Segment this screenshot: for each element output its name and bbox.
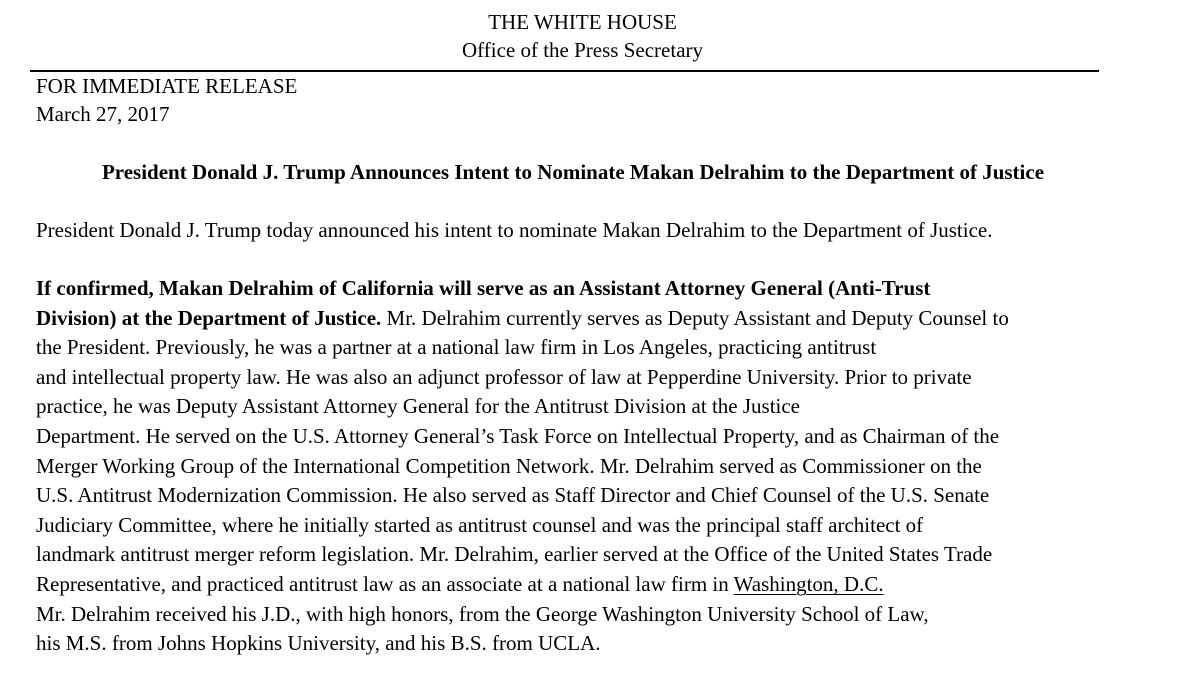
- headline: [0, 158, 1200, 186]
- release-date: March 27, 2017: [36, 102, 170, 126]
- body-text: Representative, and practiced antitrust law as an associate at a national law firm in: [36, 571, 734, 596]
- body-text: Mr. Delrahim currently serves as Deputy Assistant and Deputy Counsel to: [381, 305, 1009, 330]
- org-title: THE WHITE HOUSE: [488, 10, 677, 34]
- office-title: Office of the Press Secretary: [461, 38, 704, 62]
- body-line: Judiciary Committee, where he initially started as antitrust counsel and was the principal staff architect of: [36, 512, 924, 537]
- bold-lead-2: Division) at the Department of Justice.: [36, 305, 382, 330]
- body-paragraph: [36, 274, 1156, 659]
- headline-text: President Donald J. Trump Announces Intent to Nominate Makan Delrahim to the Department of Justice: [101, 160, 1045, 184]
- bold-lead-1: If confirmed, Makan Delrahim of California will serve as an Assistant Attorney General (Anti-Trust: [36, 276, 931, 300]
- body-line: U.S. Antitrust Modernization Commission. He also served as Staff Director and Chief Counsel of the U.S. Senate: [36, 483, 990, 508]
- body-line: [36, 304, 1156, 334]
- body-line: Department. He served on the U.S. Attorney General’s Task Force on Intellectual Property, and as Chairman of the: [36, 423, 1000, 448]
- release-label: FOR IMMEDIATE RELEASE: [36, 74, 298, 98]
- body-line: Mr. Delrahim received his J.D., with high honors, from the George Washington University School of Law,: [36, 601, 929, 626]
- release-info: [36, 72, 297, 128]
- body-line: his M.S. from Johns Hopkins University, and his B.S. from UCLA.: [36, 631, 601, 656]
- body-line: [36, 570, 1156, 600]
- body-line: the President. Previously, he was a partner at a national law firm in Los Angeles, practicing antitrust: [36, 335, 877, 360]
- body-line: Merger Working Group of the International Competition Network. Mr. Delrahim served as Commissioner on the: [36, 453, 982, 478]
- press-header: [0, 8, 1200, 64]
- intro-paragraph: President Donald J. Trump today announced his intent to nominate Makan Delrahim to the Department of Justice.: [36, 218, 993, 242]
- body-line: landmark antitrust merger reform legislation. Mr. Delrahim, earlier served at the Office of the United States Trade: [36, 542, 993, 567]
- washington-link[interactable]: Washington, D.C.: [733, 571, 884, 596]
- body-line: and intellectual property law. He was also an adjunct professor of law at Pepperdine University. Prior to private: [36, 364, 972, 389]
- body-line: [36, 274, 1156, 304]
- body-line: practice, he was Deputy Assistant Attorney General for the Antitrust Division at the Justice: [36, 394, 800, 419]
